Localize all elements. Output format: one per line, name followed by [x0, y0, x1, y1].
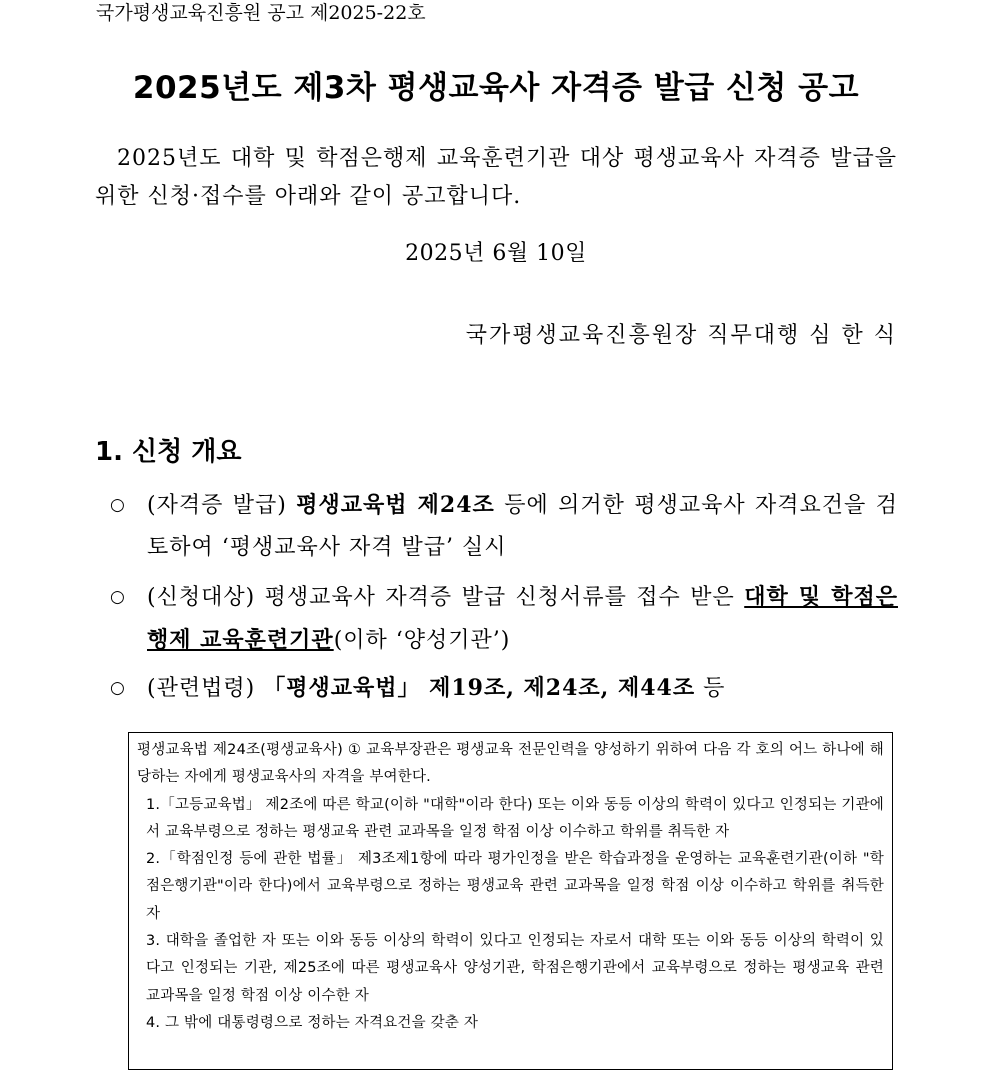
list-item-issuance — [110, 484, 898, 569]
document-title: 2025년도 제3차 평생교육사 자격증 발급 신청 공고 — [132, 70, 860, 106]
item-suffix: (이하 ‘양성기관’) — [333, 628, 511, 653]
item-body — [147, 484, 898, 569]
law-excerpt-box — [128, 732, 893, 1070]
notice-number: 국가평생교육진흥원 공고 제2025-22호 — [96, 2, 426, 24]
item-text: 등에 의거한 평생교육사 자격요건을 검토하여 ‘평생교육사 자격 발급’ 실시 — [147, 493, 898, 560]
law-reference: 평생교육법 제24조 — [296, 492, 495, 518]
section-heading: 1. 신청 개요 — [95, 437, 242, 467]
bullet-circle: ○ — [110, 587, 125, 607]
law-clause-1: 1.「고등교육법」 제2조에 따른 학교(이하 "대학"이라 한다) 또는 이와 동등 이상의 학력이 있다고 인정되는 기관에서 교육부령으로 정하는 평생교육 관련 교과목을 일정 학점 이상 이수하고 학위를 취득한 자 — [146, 796, 884, 840]
list-item-laws — [110, 667, 898, 710]
bullet-circle: ○ — [110, 495, 125, 515]
intro-text: 2025년도 대학 및 학점은행제 교육훈련기관 대상 평생교육사 자격증 발급을 위한 신청·접수를 아래와 같이 공고합니다. — [95, 146, 897, 209]
law-intro: 평생교육법 제24조(평생교육사) ① 교육부장관은 평생교육 전문인력을 양성하기 위하여 다음 각 호의 어느 하나에 해당하는 자에게 평생교육사의 자격을 부여한다. — [137, 742, 884, 786]
item-label: (신청대상) — [147, 585, 256, 610]
item-label: (자격증 발급) — [147, 493, 287, 518]
item-label: (관련법령) — [147, 676, 256, 701]
list-item-target — [110, 576, 898, 662]
law-clause-3: 3. 대학을 졸업한 자 또는 이와 동등 이상의 학력이 있다고 인정되는 자로서 대학 또는 이와 동등 이상의 학력이 있다고 인정되는 기관, 제25조에 따른 평생교육사 양성기관, 학점은행기관에서 교육부령으로 정하는 평생교육 관련 교과목을 일정 학점 이상 이수한 자 — [146, 933, 884, 1004]
intro-paragraph — [95, 140, 897, 216]
law-references: 「평생교육법」 제19조, 제24조, 제44조 — [263, 675, 696, 701]
target-institutions: 대학 및 학점은행제 교육훈련기관 — [147, 584, 898, 653]
item-suffix: 등 — [703, 676, 726, 701]
bullet-circle: ○ — [110, 678, 125, 698]
law-clause-4: 4. 그 밖에 대통령령으로 정하는 자격요건을 갖춘 자 — [146, 1014, 479, 1031]
notice-date: 2025년 6월 10일 — [405, 241, 587, 266]
item-body — [147, 576, 898, 662]
item-text: 평생교육사 자격증 발급 신청서류를 접수 받은 — [264, 585, 735, 610]
signer-name: 국가평생교육진흥원장 직무대행 심 한 식 — [465, 323, 897, 348]
law-clause-2: 2.「학점인정 등에 관한 법률」 제3조제1항에 따라 평가인정을 받은 학습과정을 운영하는 교육훈련기관(이하 "학점은행기관"이라 한다)에서 교육부령으로 정하는 평생교육 관련 교과목을 일정 학점 이상 이수하고 학위를 취득한 자 — [146, 851, 884, 922]
item-body — [147, 667, 898, 710]
